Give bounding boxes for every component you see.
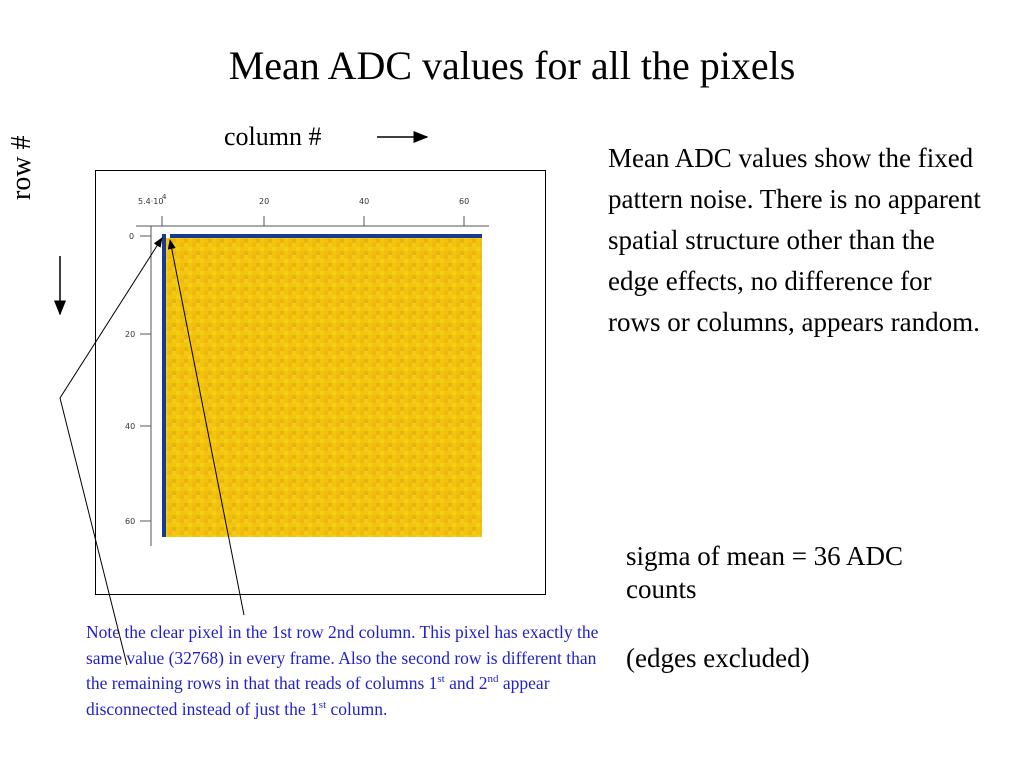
heatmap-field (166, 234, 482, 537)
heatmap-frame (95, 170, 546, 595)
column-axis-label: column # (224, 122, 322, 151)
top-tick-label-40: 40 (359, 197, 370, 206)
note-part-1: Note the clear pixel in the 1st row 2nd column. This pixel has exactly the same value (32768) in every frame. Also the second row is different than the remaining rows in that that reads of columns 1 (86, 622, 599, 693)
left-tick-label-40: 40 (125, 422, 136, 431)
heatmap-first-row (166, 234, 482, 238)
top-tick-label-exp: 5.4·10 (138, 197, 164, 206)
row-axis-label (6, 135, 70, 200)
note-sup-3: st (318, 698, 327, 711)
top-tick-label-exp-sup: 4 (162, 193, 167, 201)
heatmap-plot (96, 171, 545, 594)
description-text: Mean ADC values show the fixed pattern noise. There is no apparent spatial structure other than the edge effects, no difference for rows or columns, appears random. (608, 143, 981, 337)
row-axis-label-text: row # (6, 135, 37, 200)
slide-title: Mean ADC values for all the pixels (228, 43, 796, 88)
left-tick-label-60: 60 (125, 517, 136, 526)
note-part-2: and 2 (444, 673, 488, 693)
note-part-4: column. (326, 698, 388, 719)
heatmap-first-column (162, 234, 166, 537)
edges-excluded-text: (edges excluded) (626, 643, 810, 673)
sigma-text: sigma of mean = 36 ADC counts (626, 541, 903, 604)
left-tick-label-0: 0 (129, 232, 135, 241)
heatmap-clear-pixel (166, 234, 170, 238)
note-part-3: appear disconnected instead of just the 1 (86, 673, 550, 719)
left-tick-label-20: 20 (125, 330, 136, 339)
note-sup-2: nd (487, 673, 499, 686)
top-tick-label-20: 20 (259, 197, 270, 206)
note-text (86, 620, 616, 722)
top-tick-label-60: 60 (459, 197, 470, 206)
note-sup-1: st (437, 673, 445, 686)
